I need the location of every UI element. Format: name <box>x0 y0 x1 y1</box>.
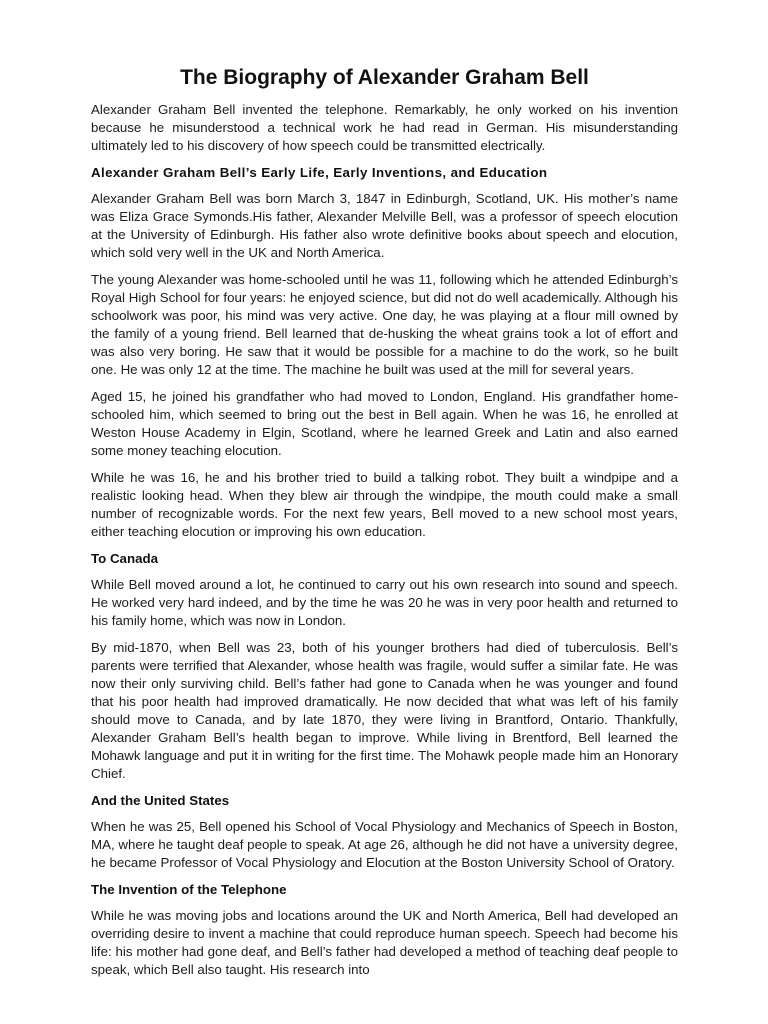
section-heading-telephone: The Invention of the Telephone <box>91 882 287 897</box>
canada-paragraph-1: While Bell moved around a lot, he continued to carry out his own research into sound and speech. He worked very hard indeed, and by the time he was 20 he was in very poor health and returned to his family home, which was now in London. <box>91 577 678 628</box>
telephone-paragraph-1: While he was moving jobs and locations around the UK and North America, Bell had developed an overriding desire to invent a machine that could reproduce human speech. Speech had become his life: his mother had gone deaf, and Bell’s father had developed a method of teaching deaf people to speak, which Bell also taught. His research into <box>91 908 678 977</box>
section-heading-early-life: Alexander Graham Bell’s Early Life, Early Inventions, and Education <box>91 165 548 180</box>
document-title: The Biography of Alexander Graham Bell <box>180 66 589 89</box>
intro-paragraph: Alexander Graham Bell invented the telephone. Remarkably, he only worked on his invention because he misunderstood a technical work he had read in German. His misunderstanding ultimately led to his discovery of how speech could be transmitted electrically. <box>91 102 678 153</box>
early-life-paragraph-4: While he was 16, he and his brother tried to build a talking robot. They built a windpipe and a realistic looking head. When they blew air through the windpipe, the mouth could make a small number of recognizable words. For the next few years, Bell moved to a new school most years, either teaching elocution or improving his own education. <box>91 470 678 539</box>
canada-paragraph-2: By mid-1870, when Bell was 23, both of his younger brothers had died of tuberculosis. Bell’s parents were terrified that Alexander, whose health was fragile, would suffer a similar fate. He was now their only surviving child. Bell’s father had gone to Canada when he was younger and found that his poor health had improved dramatically. He now decided that what was left of his family should move to Canada, and by late 1870, they were living in Brantford, Ontario. Thankfully, Alexander Graham Bell’s health began to improve. While living in Brentford, Bell learned the Mohawk language and put it in writing for the first time. The Mohawk people made him an Honorary Chief. <box>91 640 678 781</box>
united-states-paragraph-1: When he was 25, Bell opened his School of Vocal Physiology and Mechanics of Speech in Boston, MA, where he taught deaf people to speak. At age 26, although he did not have a university degree, he became Professor of Vocal Physiology and Elocution at the Boston University School of Oratory. <box>91 819 678 870</box>
early-life-paragraph-2: The young Alexander was home-schooled until he was 11, following which he attended Edinburgh’s Royal High School for four years: he enjoyed science, but did not do well academically. Although his schoolwork was poor, his mind was very active. One day, he was playing at a flour mill owned by the family of a young friend. Bell learned that de-husking the wheat grains took a lot of effort and was also very boring. He saw that it would be possible for a machine to do the work, so he built one. He was only 12 at the time. The machine he built was used at the mill for several years. <box>91 272 678 377</box>
early-life-paragraph-1: Alexander Graham Bell was born March 3, 1847 in Edinburgh, Scotland, UK. His mother’s name was Eliza Grace Symonds.His father, Alexander Melville Bell, was a professor of speech elocution at the University of Edinburgh. His father also wrote definitive books about speech and elocution, which sold very well in the UK and North America. <box>91 191 678 260</box>
early-life-paragraph-3: Aged 15, he joined his grandfather who had moved to London, England. His grandfather home-schooled him, which seemed to bring out the best in Bell again. When he was 16, he enrolled at Weston House Academy in Elgin, Scotland, where he learned Greek and Latin and also earned some money teaching elocution. <box>91 389 678 458</box>
section-heading-canada: To Canada <box>91 551 158 566</box>
section-heading-united-states: And the United States <box>91 793 230 808</box>
